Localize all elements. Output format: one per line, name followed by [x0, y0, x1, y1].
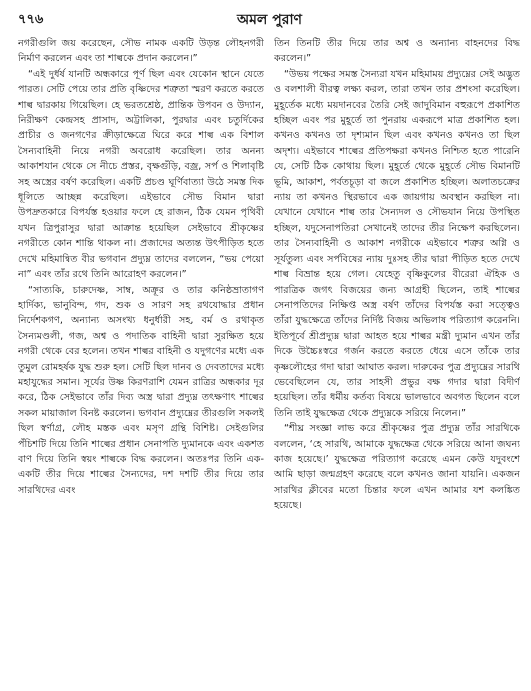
- paragraph: “সাত্যকি, চারুদেষ্ণ, সাম্ব, অক্রূর ও তার কনিষ্ঠভ্রাতাগণ হার্দিক্য, ভানুবিন্দ, গদ, শুক ও সারণ সহ রথযোদ্ধার প্রধান নির্দেশকগণ, অন্যান্য অসংখ্য ধনুর্ধারী সহ, বর্ম ও রথাকৃত সৈন্যমণ্ডলী, গজ, অশ্ব ও পদাতিক বাহিনী দ্বারা সুরক্ষিত হয়ে নগরী থেকে বের হলেন। তখন শাল্বর বাহিনী ও যদুগণের মধ্যে এক তুমুল রোমহর্ষক যুদ্ধ শুরু হল। সেটি ছিল দানব ও দেবতাদের মধ্যে মহাযুদ্ধের সমান। সূর্যের উষ্ণ কিরণরাশি যেমন রাত্রির অন্ধকার দূর করে, ঠিক সেইভাবে তাঁর দিব্য অস্ত্র দ্বারা প্রদ্যুম্ন তৎক্ষণাৎ শাল্বের সকল মায়াজাল বিনষ্ট করলেন। ভগবান প্রদ্যুম্নের তীরগুলি সকলই ছিল স্বর্ণাগ্র, লৌহ মস্তক এবং মসৃণ গ্রন্থি বিশিষ্ট। সেইগুলির পঁচিশটি দিয়ে তিনি শাল্বের প্রধান সেনাপতি দ্যুমানকে এবং একশত বাণ দিয়ে তিনি স্বয়ং শাল্বকে বিদ্ধ করলেন। অতঃপর তিনি এক-একটি তীর দিয়ে শাল্বের সৈন্যদের, দশ দশটি তীর দিয়ে তার সারথিদের এবং: [18, 284, 264, 496]
- paragraph: নগরীগুলি জয় করেছেন, সৌভ নামক একটি উড়ন্ত লৌহনগরী নির্মাণ করলেন এবং তা শাল্বকে প্রদান করলেন।”: [18, 38, 264, 65]
- paragraph: “শীঘ্র সংজ্ঞা লাভ করে শ্রীকৃষ্ণের পুত্র প্রদ্যুম্ন তাঁর সারথিকে বললেন, ‘হে সারথি, আমাকে যুদ্ধক্ষেত্র থেকে সরিয়ে আনা জঘন্য কাজ হয়েছে।’ যুদ্ধক্ষেত্র পরিত্যাগ করেছে এমন কেউ যদুবংশে আমি ছাড়া জন্মগ্রহণ করেছে বলে কখনও জানা যায়নি। একজন সারথির ক্লীবের মতো চিন্তার ফলে এখন আমার যশ কলঙ্কিত হয়েছে।: [274, 423, 520, 512]
- paragraph: “উভয় পক্ষের সমস্ত সৈন্যরা যখন মহিমাময় প্রদ্যুম্নের সেই অদ্ভুত ও বলশালী বীরত্ব লক্ষ্য করল, তারা তখন তার প্রশংসা করেছিল। মুহূর্তেক মধ্যে ময়দানবের তৈরি সেই জাদুবিমান বহুরূপে প্রকাশিত হচ্ছিল এবং পর মুহূর্তে তা পুনরায় একরূপে মাত্র প্রকাশিত হল। কখনও কখনও তা দৃশ্যমান ছিল এবং কখনও কখনও তা ছিল অদৃশ্য। এইভাবে শাল্বের প্রতিপক্ষরা কখনও নিশ্চিত হতে পারেনি যে, সেটি ঠিক কোথায় ছিল। মুহূর্তে থেকে মুহূর্তে সৌভ বিমানটি ভূমি, আকাশ, পর্বতচূড়া বা জলে প্রকাশিত হচ্ছিল। অলাতচক্রের ন্যায় তা কখনও স্থিরভাবে এক জায়গায় অবস্থান করছিল না। যেখানে যেখানে শাল্ব তার সৈন্যদল ও সৌভযান নিয়ে উপস্থিত হচ্ছিল, যদুসেনাপতিরা সেখানেই তাদের তীর নিক্ষেপ করছিলেন। তার সৈন্যবাহিনী ও আকাশ নগরীকে এইভাবে শত্রুর অগ্নি ও সূর্যতুল্য এবং সর্পবিষের ন্যায় দুঃসহ তীর দ্বারা পীড়িত হতে দেখে শাল্ব বিভ্রান্ত হয়ে গেল। যেহেতু বৃষ্ণিকুলের বীরেরা ঐহিক ও পারত্রিক জগৎ বিজয়ের জন্য আগ্রহী ছিলেন, তাই শাল্বের সেনাপতিদের নিক্ষিপ্ত অস্ত্র বর্ষণ তাঁদের বিপর্যস্ত করা সত্ত্বেও তাঁরা যুদ্ধক্ষেত্রে তাঁদের নির্দিষ্ট বিজয় অভিলাষ পরিত্যাগ করেননি। ইতিপূর্বে শ্রীপ্রদ্যুম্ন দ্বারা আহত হয়ে শাল্বর মন্ত্রী দ্যুমান এখন তাঁর দিকে উচ্চৈঃস্বরে গর্জন করতে করতে ধেয়ে এসে তাঁকে তার কৃষ্ণলৌহের গদা দ্বারা আঘাত করল। দারুকের পুত্র প্রদ্যুম্নের সারথি ভেবেছিলেন যে, তার সাহসী প্রভুর বক্ষ গদার দ্বারা বিদীর্ণ হয়েছিল। তাঁর ধর্মীয় কর্তব্য বিষয়ে ভালভাবে অবগত ছিলেন বলে তিনি তাই যুদ্ধক্ষেত্র থেকে প্রদ্যুম্নকে সরিয়ে নিলেন।”: [274, 68, 520, 419]
- running-title: অমল পুরাণ: [237, 12, 302, 28]
- paragraph: তিন তিনটি তীর দিয়ে তার অশ্ব ও অন্যান্য বাহনদের বিদ্ধ করলেন।”: [274, 38, 520, 65]
- page-header: [18, 8, 521, 30]
- text-columns: [18, 36, 521, 514]
- paragraph: “এই দুর্ধর্ষ যানটি অন্ধকারে পূর্ণ ছিল এবং যেকোন স্থানে যেতে পারত। সেটি পেয়ে তার প্রতি বৃষ্ণিদের শত্রুতা স্মরণ করতে করতে শাল্ব দ্বারকায় গিয়েছিল। হে ভরতশ্রেষ্ঠ, প্রান্তিক উপবন ও উদ্যান, নিরীক্ষণ কেন্দ্রসহ প্রাসাদ, অট্টালিকা, পুরদ্বার এবং চতুর্দিকের প্রাচীর ও জনগণের ক্রীড়াক্ষেত্রে ঘিরে করে শাল্ব এক বিশাল সৈন্যবাহিনী নিয়ে নগরী অবরোধ করেছিল। তার অনন্য আকাশযান থেকে সে নীচে প্রস্তর, বৃক্ষগুঁড়ি, বজ্র, সর্প ও শিলাবৃষ্টি সহ অস্ত্রের বর্ষণ করেছিল। একটি প্রচণ্ড ঘূর্ণিবাত্যা উঠে সমস্ত দিক ধূলিতে আচ্ছন্ন করেছিল। এইভাবে সৌভ বিমান দ্বারা উপদ্রুতকারে বিপর্যস্ত হওয়ার ফলে হে রাজন, ঠিক যেমন পৃথিবী যখন ত্রিপুরাসুর দ্বারা আক্রান্ত হয়েছিল সেইভাবে শ্রীকৃষ্ণের নগরীতে কোন শান্তি থাকল না। প্রজাদের অত্যন্ত উৎপীড়িত হতে দেখে মহিমান্বিত বীর ভগবান প্রদ্যুম্ন তাদের বললেন, “ভয় পেয়ো না” এবং তাঁর রথে তিনি আরোহণ করলেন।”: [18, 68, 264, 281]
- left-column: [18, 36, 264, 514]
- right-column: [274, 36, 520, 514]
- page-number: ৭৭৬: [18, 12, 44, 27]
